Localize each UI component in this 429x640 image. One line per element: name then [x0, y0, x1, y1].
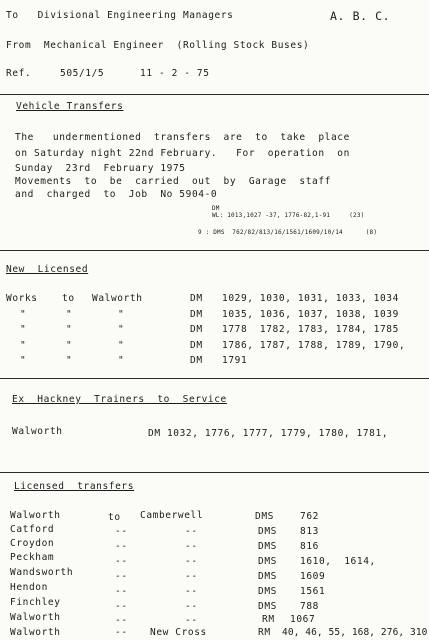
vt-note-3: 9 : DMS 762/82/813/16/1561/1609/10/14 (8) [198, 229, 378, 236]
nl-type: DM [190, 355, 203, 366]
lt-from: Peckham [10, 552, 55, 563]
to-line: To Divisional Engineering Managers [6, 10, 234, 21]
vt-line-4: Movements to be carried out by Garage staff [15, 176, 331, 187]
section-rule-1 [0, 250, 429, 251]
lt-nums: 762 [300, 511, 319, 522]
lt-type: DMS [258, 556, 277, 567]
nl-to: " [66, 309, 73, 320]
nl-to: to [62, 293, 75, 304]
lt-dest: -- [185, 586, 198, 597]
nl-nums: 1786, 1787, 1788, 1789, 1790, [222, 340, 406, 351]
nl-dest: " [118, 355, 125, 366]
lt-from: Walworth [10, 612, 61, 623]
nl-type: DM [190, 309, 203, 320]
lt-nums: 813 [300, 526, 319, 537]
abc-label: A. B. C. [330, 9, 391, 23]
vt-line-1: The undermentioned transfers are to take place [15, 132, 350, 143]
from-line: From Mechanical Engineer (Rolling Stock Buses) [6, 40, 310, 51]
lt-to: -- [115, 556, 128, 567]
nl-dest: " [118, 340, 125, 351]
vt-note-1: DM [212, 205, 220, 212]
nl-dest: " [118, 324, 125, 335]
new-licensed-heading: New Licensed [6, 264, 89, 275]
lt-type: RM [258, 627, 271, 638]
nl-from: " [20, 309, 27, 320]
nl-type: DM [190, 293, 203, 304]
lt-to: to [108, 512, 121, 523]
section-rule-2 [0, 378, 429, 379]
vehicle-transfers-heading: Vehicle Transfers [16, 101, 124, 112]
licensed-transfers-heading: Licensed transfers [14, 481, 135, 492]
lt-dest: -- [185, 541, 198, 552]
lt-from: Hendon [10, 582, 48, 593]
lt-dest: -- [185, 601, 198, 612]
ref-number: 505/1/5 [60, 68, 105, 79]
nl-to: " [66, 355, 73, 366]
lt-to: -- [115, 571, 128, 582]
lt-nums: 1067 [290, 614, 316, 625]
nl-type: DM [190, 324, 203, 335]
nl-from: " [20, 355, 27, 366]
lt-to: -- [115, 615, 128, 626]
lt-to: -- [115, 541, 128, 552]
lt-type: DMS [255, 511, 274, 522]
vt-line-2: on Saturday night 22nd February. For operation on [15, 148, 350, 159]
lt-from: Wandsworth [10, 567, 74, 578]
lt-to: -- [115, 627, 128, 638]
lt-dest: -- [185, 571, 198, 582]
ref-date: 11 - 2 - 75 [140, 68, 210, 79]
nl-to: " [66, 324, 73, 335]
nl-from: Works [6, 293, 38, 304]
lt-nums: 1561 [300, 586, 326, 597]
lt-to: -- [115, 526, 128, 537]
nl-dest: Walworth [92, 293, 143, 304]
lt-dest: -- [185, 615, 198, 626]
lt-nums: 788 [300, 601, 319, 612]
vt-line-3: Sunday 23rd February 1975 [15, 163, 186, 174]
lt-nums: 40, 46, 55, 168, 276, 310 [282, 627, 428, 638]
nl-from: " [20, 324, 27, 335]
lt-from: Walworth [10, 510, 61, 521]
nl-nums: 1778 1782, 1783, 1784, 1785 [222, 324, 399, 335]
lt-from: Croydon [10, 538, 55, 549]
nl-nums: 1791 [222, 355, 248, 366]
lt-dest: -- [185, 556, 198, 567]
lt-nums: 1610, 1614, [300, 556, 376, 567]
lt-dest: New Cross [150, 627, 207, 638]
lt-type: DMS [258, 586, 277, 597]
lt-nums: 1609 [300, 571, 326, 582]
lt-to: -- [115, 586, 128, 597]
lt-dest: Camberwell [140, 510, 204, 521]
ex-hackney-garage: Walworth [12, 426, 63, 437]
lt-type: DMS [258, 601, 277, 612]
ex-hackney-nums: DM 1032, 1776, 1777, 1779, 1780, 1781, [148, 428, 389, 439]
lt-type: DMS [258, 541, 277, 552]
lt-to: -- [115, 601, 128, 612]
section-rule-3 [0, 472, 429, 473]
nl-dest: " [118, 309, 125, 320]
nl-nums: 1035, 1036, 1037, 1038, 1039 [222, 309, 399, 320]
lt-type: DMS [258, 526, 277, 537]
lt-from: Walworth [10, 627, 61, 638]
header-rule [0, 94, 429, 95]
vt-line-5: and charged to Job No 5904-0 [15, 189, 218, 200]
lt-nums: 816 [300, 541, 319, 552]
nl-to: " [66, 340, 73, 351]
lt-dest: -- [185, 526, 198, 537]
nl-from: " [20, 340, 27, 351]
ref-label: Ref. [6, 68, 32, 79]
lt-type: RM [262, 614, 275, 625]
nl-type: DM [190, 340, 203, 351]
lt-type: DMS [258, 571, 277, 582]
nl-nums: 1029, 1030, 1031, 1033, 1034 [222, 293, 399, 304]
ex-hackney-heading: Ex Hackney Trainers to Service [12, 394, 227, 405]
lt-from: Finchley [10, 597, 61, 608]
lt-from: Catford [10, 524, 55, 535]
vt-note-2: WL: 1013,1027 -37, 1776-82,1-91 (23) [212, 212, 365, 219]
